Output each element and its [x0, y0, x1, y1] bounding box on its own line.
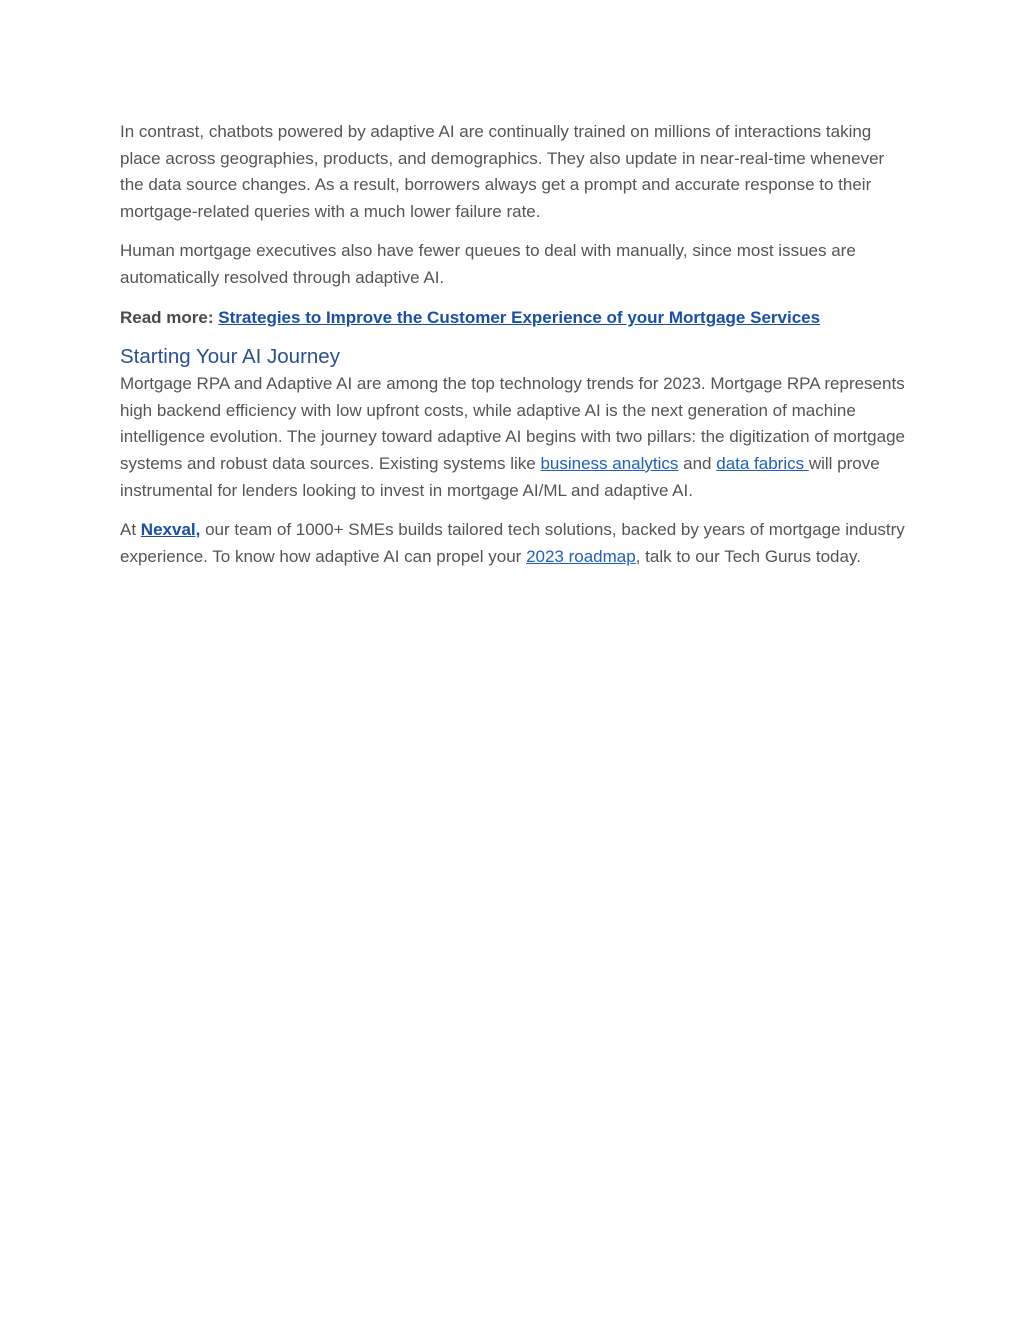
paragraph-human-executives: Human mortgage executives also have fewer queues to deal with manually, since most issues are automatically resolved through adaptive AI.: [120, 241, 856, 287]
document-page: [120, 119, 910, 583]
and-text: and: [678, 453, 717, 473]
section-heading: Starting Your AI Journey: [120, 345, 340, 369]
nexval-link[interactable]: Nexval,: [140, 520, 201, 540]
roadmap-link[interactable]: 2023 roadmap: [526, 546, 636, 566]
data-fabrics-link[interactable]: data fabrics: [716, 453, 809, 473]
closing-text-part1: our team of 1000+ SMEs builds tailored tech solutions, backed by years of mortgage industry experience. To know how adaptive AI can propel your: [120, 520, 905, 566]
closing-text-part2: , talk to our Tech Gurus today.: [635, 546, 861, 566]
ai-journey-text-part1: Mortgage RPA and Adaptive AI are among the top technology trends for 2023. Mortgage RPA represents high backend efficiency with low upfront costs, while adaptive AI is the next generation of machine intelligence evolution. The journey toward adaptive AI begins with two pillars: the digitization of mortgage systems and robust data sources. Existing systems like: [120, 374, 905, 473]
read-more-line: [120, 305, 910, 332]
paragraph-chatbots: In contrast, chatbots powered by adaptive AI are continually trained on millions of interactions taking place across geographies, products, and demographics. They also update in near-real-time whenever the data source changes. As a result, borrowers always get a prompt and accurate response to their mortgage-related queries with a much lower failure rate.: [120, 122, 885, 221]
ai-journey-text-part2: will prove instrumental for lenders looking to invest in mortgage AI/ML and adaptive AI.: [120, 453, 880, 500]
closing-at-text: At: [120, 520, 141, 540]
paragraph-closing: [120, 517, 910, 570]
business-analytics-link[interactable]: business analytics: [540, 453, 679, 473]
read-more-link[interactable]: Strategies to Improve the Customer Experience of your Mortgage Services: [218, 307, 821, 327]
paragraph-ai-journey: [120, 371, 910, 504]
read-more-label: Read more:: [120, 307, 214, 327]
